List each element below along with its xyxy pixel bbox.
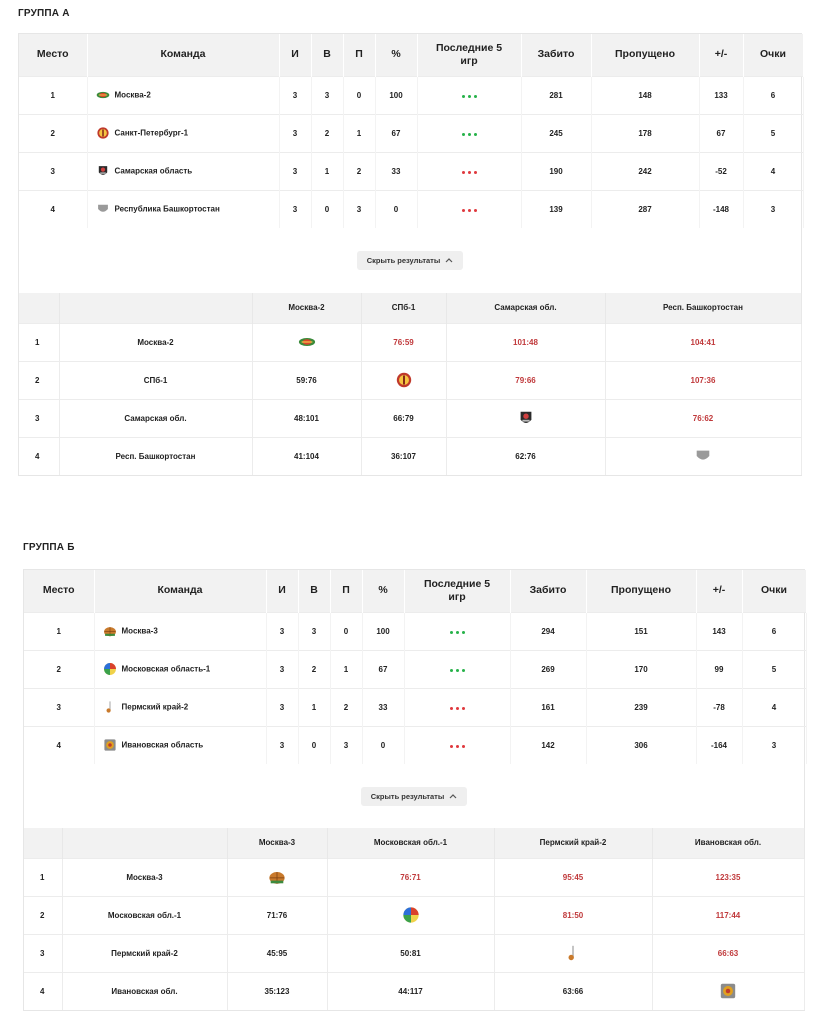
diff-cell: -52 <box>699 152 743 190</box>
loss-dot-icon <box>462 745 465 748</box>
points-cell: 6 <box>742 612 806 650</box>
match-score[interactable]: 66:63 <box>652 934 804 972</box>
matrix-col-header: Москва-3 <box>227 828 327 858</box>
conceded-cell: 148 <box>591 76 699 114</box>
col-diff: +/- <box>699 34 743 76</box>
ivanovo-logo-icon <box>103 738 117 752</box>
moscow-2-logo-icon <box>96 88 110 102</box>
matrix-diagonal <box>327 896 494 934</box>
team-cell[interactable] <box>94 650 266 688</box>
standings-table <box>19 34 804 228</box>
team-cell[interactable] <box>94 726 266 764</box>
table-row <box>19 114 803 152</box>
form-cell <box>404 650 510 688</box>
won-cell: 0 <box>311 190 343 228</box>
lost-cell: 2 <box>343 152 375 190</box>
win-dot-icon <box>456 631 459 634</box>
won-cell: 2 <box>298 650 330 688</box>
win-dot-icon <box>462 133 465 136</box>
col-won: В <box>311 34 343 76</box>
lost-cell: 3 <box>330 726 362 764</box>
matrix-team: СПб-1 <box>59 361 252 399</box>
col-played: И <box>266 570 298 612</box>
team-name: Республика Башкортостан <box>114 204 220 214</box>
moscow-3-logo-icon <box>268 868 286 886</box>
spb-logo-icon <box>96 126 110 140</box>
col-diff: +/- <box>696 570 742 612</box>
matrix-row <box>24 896 804 934</box>
match-score[interactable]: 41:104 <box>252 437 361 475</box>
match-score[interactable]: 79:66 <box>446 361 605 399</box>
moscow-region-logo-icon <box>402 906 420 924</box>
win-dot-icon <box>474 95 477 98</box>
bashkortostan-logo-icon <box>694 447 712 465</box>
match-score[interactable]: 35:123 <box>227 972 327 1010</box>
scored-cell: 269 <box>510 650 586 688</box>
matrix-diagonal <box>605 437 801 475</box>
matrix-team: Пермский край-2 <box>62 934 227 972</box>
col-scored: Забито <box>521 34 591 76</box>
perm-logo-icon <box>564 944 582 962</box>
pct-cell: 33 <box>362 688 404 726</box>
col-lost: П <box>330 570 362 612</box>
form-dots <box>450 669 465 672</box>
diff-cell: 67 <box>699 114 743 152</box>
matrix-diagonal <box>652 972 804 1010</box>
loss-dot-icon <box>462 171 465 174</box>
col-last5: Последние 5 игр <box>417 34 521 76</box>
diff-cell: -164 <box>696 726 742 764</box>
matrix-row <box>24 858 804 896</box>
form-dots <box>450 707 465 710</box>
conceded-cell: 306 <box>586 726 696 764</box>
form-cell <box>417 190 521 228</box>
matrix-corner <box>24 828 62 858</box>
table-row <box>19 76 803 114</box>
win-dot-icon <box>468 95 471 98</box>
loss-dot-icon <box>450 707 453 710</box>
table-row <box>19 190 803 228</box>
team-name: Ивановская область <box>121 740 204 750</box>
match-score[interactable]: 45:95 <box>227 934 327 972</box>
loss-dot-icon <box>462 209 465 212</box>
match-score[interactable]: 95:45 <box>494 858 652 896</box>
loss-dot-icon <box>474 171 477 174</box>
played-cell: 3 <box>266 726 298 764</box>
place-cell: 3 <box>19 152 87 190</box>
win-dot-icon <box>456 669 459 672</box>
matrix-diagonal <box>227 858 327 896</box>
matrix-row <box>24 972 804 1010</box>
col-last5: Последние 5 игр <box>404 570 510 612</box>
pct-cell: 33 <box>375 152 417 190</box>
match-score[interactable]: 76:71 <box>327 858 494 896</box>
col-lost: П <box>343 34 375 76</box>
match-score[interactable]: 44:117 <box>327 972 494 1010</box>
win-dot-icon <box>462 669 465 672</box>
scored-cell: 142 <box>510 726 586 764</box>
matrix-diagonal <box>252 323 361 361</box>
standings-table <box>24 570 807 764</box>
matrix-corner <box>19 293 59 323</box>
place-cell: 4 <box>24 726 94 764</box>
team-name: Московская область-1 <box>121 664 211 674</box>
matrix-col-header: СПб-1 <box>361 293 446 323</box>
form-cell <box>417 76 521 114</box>
matrix-corner-team <box>59 293 252 323</box>
table-row <box>24 612 806 650</box>
team-name: Москва-3 <box>121 626 158 636</box>
group-a-rows <box>19 76 803 228</box>
win-dot-icon <box>468 133 471 136</box>
samara-logo-icon <box>96 164 110 178</box>
matrix-place: 2 <box>24 896 62 934</box>
points-cell: 4 <box>742 688 806 726</box>
match-score[interactable]: 71:76 <box>227 896 327 934</box>
match-score[interactable]: 123:35 <box>652 858 804 896</box>
pct-cell: 100 <box>375 76 417 114</box>
played-cell: 3 <box>279 114 311 152</box>
lost-cell: 0 <box>343 76 375 114</box>
form-dots <box>462 133 477 136</box>
won-cell: 1 <box>311 152 343 190</box>
points-cell: 5 <box>743 114 803 152</box>
match-score[interactable]: 117:44 <box>652 896 804 934</box>
matrix-col-header: Москва-2 <box>252 293 361 323</box>
group-b-standings <box>23 569 805 1011</box>
team-name: Москва-2 <box>114 90 151 100</box>
form-dots <box>450 745 465 748</box>
team-cell[interactable] <box>87 190 279 228</box>
team-cell[interactable] <box>87 152 279 190</box>
team-cell[interactable] <box>94 612 266 650</box>
group-b-title: ГРУППА Б <box>23 542 75 553</box>
team-cell[interactable] <box>87 114 279 152</box>
matrix-row <box>19 399 801 437</box>
lost-cell: 1 <box>343 114 375 152</box>
match-score[interactable]: 36:107 <box>361 437 446 475</box>
match-score[interactable]: 62:76 <box>446 437 605 475</box>
moscow-2-logo-icon <box>298 333 316 351</box>
matrix-team: Респ. Башкортостан <box>59 437 252 475</box>
perm-logo-icon <box>103 700 117 714</box>
matrix-diagonal <box>446 399 605 437</box>
loss-dot-icon <box>450 745 453 748</box>
pct-cell: 0 <box>362 726 404 764</box>
won-cell: 3 <box>298 612 330 650</box>
place-cell: 1 <box>19 76 87 114</box>
points-cell: 6 <box>743 76 803 114</box>
matrix-col-header: Ивановская обл. <box>652 828 804 858</box>
matrix-team: Московская обл.-1 <box>62 896 227 934</box>
matrix-team: Самарская обл. <box>59 399 252 437</box>
diff-cell: 99 <box>696 650 742 688</box>
col-pct: % <box>362 570 404 612</box>
won-cell: 1 <box>298 688 330 726</box>
points-cell: 3 <box>743 190 803 228</box>
col-team: Команда <box>87 34 279 76</box>
conceded-cell: 242 <box>591 152 699 190</box>
matrix-place: 1 <box>19 323 59 361</box>
match-score[interactable]: 104:41 <box>605 323 801 361</box>
matrix-row <box>19 323 801 361</box>
win-dot-icon <box>462 631 465 634</box>
col-conceded: Пропущено <box>591 34 699 76</box>
diff-cell: 143 <box>696 612 742 650</box>
hide-results-label: Скрыть результаты <box>370 792 445 801</box>
scored-cell: 245 <box>521 114 591 152</box>
diff-cell: -148 <box>699 190 743 228</box>
results-matrix <box>24 828 805 1010</box>
matrix-col-header: Пермский край-2 <box>494 828 652 858</box>
pct-cell: 67 <box>362 650 404 688</box>
points-cell: 4 <box>743 152 803 190</box>
win-dot-icon <box>450 631 453 634</box>
results-matrix <box>19 293 802 475</box>
group-b-matrix-rows <box>24 858 804 1010</box>
points-cell: 3 <box>742 726 806 764</box>
matrix-team: Ивановская обл. <box>62 972 227 1010</box>
win-dot-icon <box>462 95 465 98</box>
table-row <box>24 650 806 688</box>
pct-cell: 67 <box>375 114 417 152</box>
matrix-place: 4 <box>24 972 62 1010</box>
pct-cell: 100 <box>362 612 404 650</box>
played-cell: 3 <box>279 152 311 190</box>
group-a-matrix-rows <box>19 323 801 475</box>
scored-cell: 281 <box>521 76 591 114</box>
form-dots <box>462 95 477 98</box>
form-cell <box>417 152 521 190</box>
match-score[interactable]: 66:79 <box>361 399 446 437</box>
lost-cell: 3 <box>343 190 375 228</box>
team-name: Самарская область <box>114 166 193 176</box>
played-cell: 3 <box>266 688 298 726</box>
match-score[interactable]: 101:48 <box>446 323 605 361</box>
team-name: Санкт-Петербург-1 <box>114 128 189 138</box>
table-row <box>19 152 803 190</box>
team-cell[interactable] <box>94 688 266 726</box>
place-cell: 4 <box>19 190 87 228</box>
match-score[interactable]: 48:101 <box>252 399 361 437</box>
col-points: Очки <box>742 570 806 612</box>
moscow-3-logo-icon <box>103 624 117 638</box>
group-a-standings <box>18 33 802 476</box>
matrix-col-header: Респ. Башкортостан <box>605 293 801 323</box>
form-cell <box>417 114 521 152</box>
spb-logo-icon <box>395 371 413 389</box>
win-dot-icon <box>450 669 453 672</box>
team-name: Пермский край-2 <box>121 702 189 712</box>
loss-dot-icon <box>462 707 465 710</box>
match-score[interactable]: 107:36 <box>605 361 801 399</box>
matrix-place: 4 <box>19 437 59 475</box>
bashkortostan-logo-icon <box>96 202 110 216</box>
played-cell: 3 <box>279 190 311 228</box>
matrix-place: 3 <box>19 399 59 437</box>
col-played: И <box>279 34 311 76</box>
scored-cell: 294 <box>510 612 586 650</box>
place-cell: 2 <box>19 114 87 152</box>
hide-results-label: Скрыть результаты <box>366 256 441 265</box>
col-conceded: Пропущено <box>586 570 696 612</box>
played-cell: 3 <box>279 76 311 114</box>
form-cell <box>404 726 510 764</box>
diff-cell: -78 <box>696 688 742 726</box>
conceded-cell: 170 <box>586 650 696 688</box>
matrix-team: Москва-3 <box>62 858 227 896</box>
col-points: Очки <box>743 34 803 76</box>
place-cell: 1 <box>24 612 94 650</box>
loss-dot-icon <box>456 745 459 748</box>
loss-dot-icon <box>456 707 459 710</box>
matrix-diagonal <box>494 934 652 972</box>
table-row <box>24 726 806 764</box>
hide-results-button[interactable] <box>357 251 464 270</box>
form-dots <box>462 209 477 212</box>
diff-cell: 133 <box>699 76 743 114</box>
team-cell[interactable] <box>87 76 279 114</box>
matrix-place: 3 <box>24 934 62 972</box>
col-place: Место <box>19 34 87 76</box>
lost-cell: 0 <box>330 612 362 650</box>
lost-cell: 2 <box>330 688 362 726</box>
place-cell: 2 <box>24 650 94 688</box>
col-team: Команда <box>94 570 266 612</box>
conceded-cell: 239 <box>586 688 696 726</box>
matrix-col-header: Московская обл.-1 <box>327 828 494 858</box>
matrix-row <box>19 361 801 399</box>
moscow-region-logo-icon <box>103 662 117 676</box>
match-score[interactable]: 76:62 <box>605 399 801 437</box>
group-b-rows <box>24 612 806 764</box>
form-cell <box>404 688 510 726</box>
win-dot-icon <box>474 133 477 136</box>
col-scored: Забито <box>510 570 586 612</box>
ivanovo-logo-icon <box>719 982 737 1000</box>
group-a-title: ГРУППА А <box>18 8 70 19</box>
matrix-place: 1 <box>24 858 62 896</box>
col-place: Место <box>24 570 94 612</box>
match-score[interactable]: 63:66 <box>494 972 652 1010</box>
form-cell <box>404 612 510 650</box>
matrix-corner-team <box>62 828 227 858</box>
samara-logo-icon <box>517 409 535 427</box>
match-score[interactable]: 50:81 <box>327 934 494 972</box>
hide-results-button[interactable] <box>361 787 468 806</box>
played-cell: 3 <box>266 612 298 650</box>
points-cell: 5 <box>742 650 806 688</box>
conceded-cell: 287 <box>591 190 699 228</box>
matrix-team: Москва-2 <box>59 323 252 361</box>
pct-cell: 0 <box>375 190 417 228</box>
matrix-col-header: Самарская обл. <box>446 293 605 323</box>
scored-cell: 139 <box>521 190 591 228</box>
played-cell: 3 <box>266 650 298 688</box>
matrix-row <box>19 437 801 475</box>
matrix-place: 2 <box>19 361 59 399</box>
chevron-up-icon <box>449 792 457 801</box>
form-dots <box>450 631 465 634</box>
loss-dot-icon <box>474 209 477 212</box>
conceded-cell: 178 <box>591 114 699 152</box>
match-score[interactable]: 81:50 <box>494 896 652 934</box>
match-score[interactable]: 59:76 <box>252 361 361 399</box>
match-score[interactable]: 76:59 <box>361 323 446 361</box>
conceded-cell: 151 <box>586 612 696 650</box>
col-won: В <box>298 570 330 612</box>
col-pct: % <box>375 34 417 76</box>
table-row <box>24 688 806 726</box>
won-cell: 0 <box>298 726 330 764</box>
won-cell: 3 <box>311 76 343 114</box>
loss-dot-icon <box>468 209 471 212</box>
place-cell: 3 <box>24 688 94 726</box>
form-dots <box>462 171 477 174</box>
scored-cell: 190 <box>521 152 591 190</box>
lost-cell: 1 <box>330 650 362 688</box>
matrix-diagonal <box>361 361 446 399</box>
won-cell: 2 <box>311 114 343 152</box>
loss-dot-icon <box>468 171 471 174</box>
chevron-up-icon <box>445 256 453 265</box>
scored-cell: 161 <box>510 688 586 726</box>
matrix-row <box>24 934 804 972</box>
